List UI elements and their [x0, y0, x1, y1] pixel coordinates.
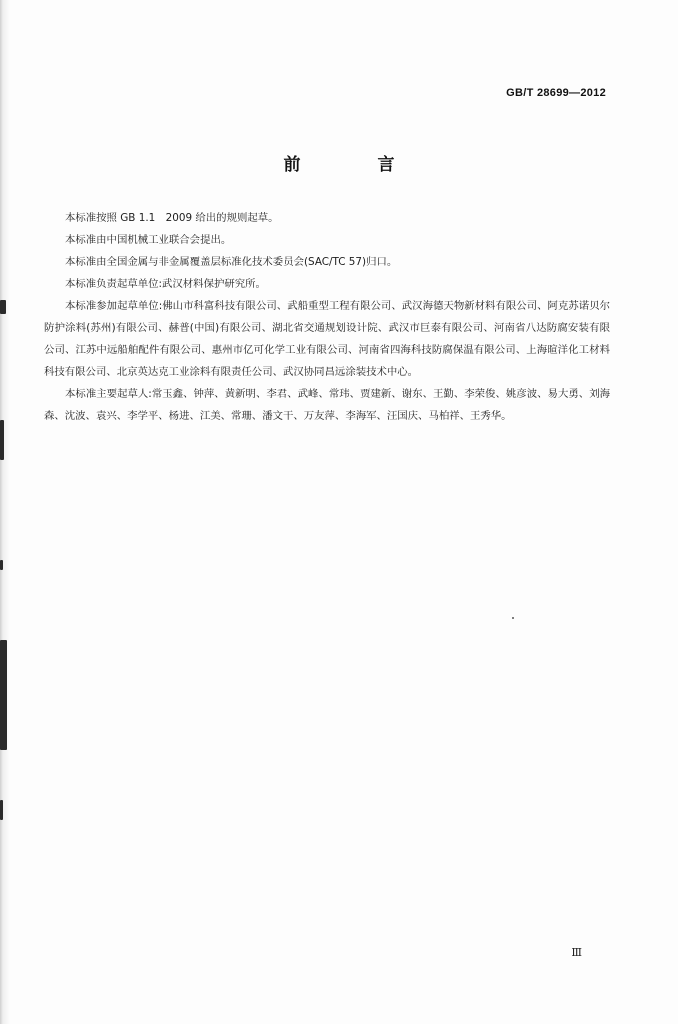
binding-mark	[0, 800, 3, 820]
binding-mark	[0, 560, 3, 570]
binding-mark	[0, 420, 4, 460]
binding-mark	[0, 300, 6, 314]
foreword-body	[44, 207, 610, 427]
paragraph-participating-units: 本标准参加起草单位:佛山市科富科技有限公司、武船重型工程有限公司、武汉海德天物新材料有限公司、阿克苏诺贝尔防护涂料(苏州)有限公司、赫普(中国)有限公司、湖北省交通规划设计院、武汉市巨泰有限公司、河南省八达防腐安装有限公司、江苏中远船舶配件有限公司、惠州市亿可化学工业有限公司、河南省四海科技防腐保温有限公司、上海暄洋化工材料科技有限公司、北京英达克工业涂料有限责任公司、武汉协同昌远涂装技术中心。	[44, 300, 610, 378]
paragraph-proposer: 本标准由中国机械工业联合会提出。	[65, 234, 232, 246]
page-title: 前 言	[283, 155, 425, 175]
standard-number: GB/T 28699—2012	[506, 87, 606, 99]
paragraph-lead-drafter: 本标准负责起草单位:武汉材料保护研究所。	[65, 278, 266, 290]
page-number: Ⅲ	[571, 946, 582, 959]
scan-speck	[512, 617, 514, 619]
paragraph-drafting-rules: 本标准按照 GB 1.1 2009 给出的规则起草。	[65, 212, 279, 224]
paragraph-committee: 本标准由全国金属与非金属覆盖层标准化技术委员会(SAC/TC 57)归口。	[65, 256, 398, 268]
paragraph-main-drafters: 本标准主要起草人:常玉鑫、钟萍、黄新明、李君、武峰、常玮、贾建新、谢东、王勤、李荣俊、姚彦波、易大勇、刘海森、沈波、袁兴、李学平、杨进、江美、常珊、潘文干、万友萍、李海军、汪国庆、马柏祥、王秀华。	[44, 388, 610, 422]
binding-mark	[0, 640, 7, 750]
